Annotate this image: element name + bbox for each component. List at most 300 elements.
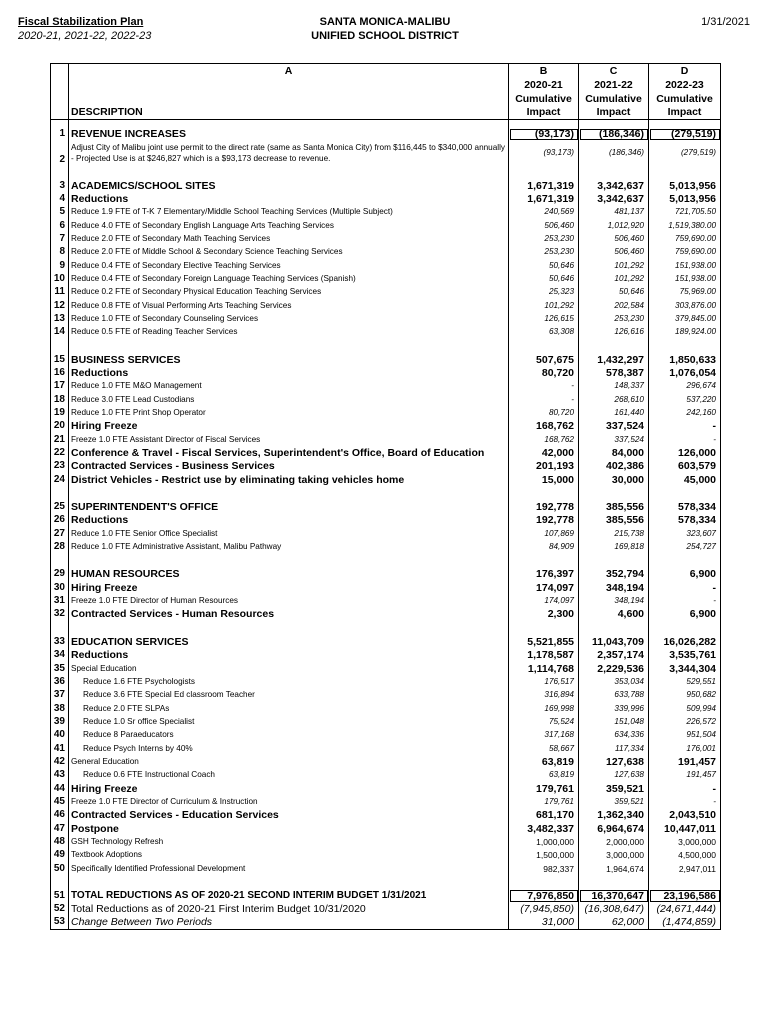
table-row — [51, 353, 721, 366]
row-description: Reduce 1.0 FTE Administrative Assistant, Malibu Pathway — [69, 540, 509, 553]
impact-2022-23: (24,671,444) — [649, 903, 721, 916]
row-description: Contracted Services - Human Resources — [69, 608, 509, 621]
impact-2020-21: 101,292 — [509, 299, 579, 312]
row-number: 45 — [51, 795, 69, 808]
page-header — [0, 0, 770, 60]
column-header-row — [51, 64, 721, 78]
impact-2022-23: (279,519) — [649, 141, 721, 165]
impact-2022-23: 151,938.00 — [649, 272, 721, 285]
impact-2022-23: 296,674 — [649, 380, 721, 393]
row-number: 30 — [51, 581, 69, 594]
row-description: HUMAN RESOURCES — [69, 568, 509, 581]
impact-2021-22: 506,460 — [579, 232, 649, 245]
row-number: 50 — [51, 862, 69, 875]
table-row — [51, 729, 721, 742]
impact-2022-23: 529,551 — [649, 675, 721, 688]
impact-2020-21: 1,000,000 — [509, 835, 579, 848]
row-number: 10 — [51, 272, 69, 285]
row-number: 53 — [51, 916, 69, 929]
row-description: General Education — [69, 755, 509, 768]
row-description: REVENUE INCREASES — [69, 128, 509, 141]
impact-2022-23: (1,474,859) — [649, 916, 721, 929]
table-row — [51, 473, 721, 486]
row-number: 32 — [51, 608, 69, 621]
row-description: Adjust City of Malibu joint use permit to the direct rate (same as Santa Monica City) from $116,445 to $340,000 annually - Projected Use is at $246,827 which is a $93,173 decrease to revenue. — [69, 141, 509, 165]
impact-2021-22: 127,638 — [579, 755, 649, 768]
row-description: Contracted Services - Business Services — [69, 460, 509, 473]
impact-2021-22: 1,012,920 — [579, 219, 649, 232]
impact-2021-22: (186,346) — [579, 128, 649, 141]
row-number: 16 — [51, 366, 69, 379]
row-number: 31 — [51, 594, 69, 607]
impact-2020-21: 506,460 — [509, 219, 579, 232]
row-description: Reduce 1.0 FTE of Secondary Counseling Services — [69, 312, 509, 325]
impact-2022-23: 226,572 — [649, 715, 721, 728]
row-description: Reduce 1.0 FTE Print Shop Operator — [69, 406, 509, 419]
row-number: 4 — [51, 192, 69, 205]
impact-2020-21: 176,517 — [509, 675, 579, 688]
row-description: Reduce 0.5 FTE of Reading Teacher Services — [69, 326, 509, 339]
row-number: 18 — [51, 393, 69, 406]
table-row — [51, 259, 721, 272]
row-number: 26 — [51, 514, 69, 527]
impact-2020-21: 84,909 — [509, 540, 579, 553]
row-description: Reductions — [69, 649, 509, 662]
row-description: Conference & Travel - Fiscal Services, Superintendent's Office, Board of Education — [69, 446, 509, 459]
impact-2022-23: 1,076,054 — [649, 366, 721, 379]
district-name-line2: UNIFIED SCHOOL DISTRICT — [311, 30, 459, 42]
table-row — [51, 568, 721, 581]
impact-2020-21: - — [509, 380, 579, 393]
row-number: 51 — [51, 889, 69, 902]
row-description: Reduce 0.6 FTE Instructional Coach — [69, 769, 509, 782]
table-row — [51, 128, 721, 141]
impact-2021-22: 101,292 — [579, 272, 649, 285]
row-number: 33 — [51, 635, 69, 648]
row-number: 46 — [51, 809, 69, 822]
impact-2022-23: 759,690.00 — [649, 232, 721, 245]
impact-2021-22: 506,460 — [579, 246, 649, 259]
row-number: 2 — [51, 141, 69, 165]
table-row — [51, 141, 721, 165]
impact-2020-21: 168,762 — [509, 433, 579, 446]
row-number: 48 — [51, 835, 69, 848]
impact-2022-23: 3,535,761 — [649, 649, 721, 662]
col-d-letter: D — [649, 64, 721, 78]
impact-2022-23: 10,447,011 — [649, 822, 721, 835]
row-description: Reductions — [69, 514, 509, 527]
row-description: Reduce 1.0 Sr office Specialist — [69, 715, 509, 728]
table-row — [51, 755, 721, 768]
impact-2021-22: 402,386 — [579, 460, 649, 473]
row-description: Textbook Adoptions — [69, 849, 509, 862]
impact-2021-22: 633,788 — [579, 689, 649, 702]
col-c-letter: C — [579, 64, 649, 78]
impact-2022-23: 254,727 — [649, 540, 721, 553]
row-description: Reduce 1.6 FTE Psychologists — [69, 675, 509, 688]
table-row — [51, 715, 721, 728]
impact-2021-22: 339,996 — [579, 702, 649, 715]
impact-2022-23: 242,160 — [649, 406, 721, 419]
row-description: Reduce 0.2 FTE of Secondary Physical Education Teaching Services — [69, 286, 509, 299]
impact-2022-23: 759,690.00 — [649, 246, 721, 259]
impact-2021-22: 359,521 — [579, 782, 649, 795]
col-b-cumulative: Cumulative — [509, 92, 579, 106]
impact-2020-21: - — [509, 393, 579, 406]
impact-2022-23: 16,026,282 — [649, 635, 721, 648]
impact-2020-21: 31,000 — [509, 916, 579, 929]
row-number: 22 — [51, 446, 69, 459]
impact-2020-21: (7,945,850) — [509, 903, 579, 916]
impact-2021-22: 3,000,000 — [579, 849, 649, 862]
impact-2020-21: 1,500,000 — [509, 849, 579, 862]
impact-2020-21: 63,819 — [509, 755, 579, 768]
impact-2022-23: 126,000 — [649, 446, 721, 459]
col-d-year: 2022-23 — [649, 78, 721, 92]
row-description: Reduce 1.0 FTE M&O Management — [69, 380, 509, 393]
row-description: Reduce 2.0 FTE of Middle School & Secondary Science Teaching Services — [69, 246, 509, 259]
row-description: Contracted Services - Education Services — [69, 809, 509, 822]
impact-2022-23: 537,220 — [649, 393, 721, 406]
impact-2022-23: 578,334 — [649, 514, 721, 527]
row-number: 34 — [51, 649, 69, 662]
impact-2020-21: 80,720 — [509, 406, 579, 419]
row-description: Special Education — [69, 662, 509, 675]
row-number: 7 — [51, 232, 69, 245]
col-c-cumulative: Cumulative — [579, 92, 649, 106]
row-description: Hiring Freeze — [69, 581, 509, 594]
table-row — [51, 420, 721, 433]
impact-2021-22: 84,000 — [579, 446, 649, 459]
col-b-letter: B — [509, 64, 579, 78]
impact-2022-23: 5,013,956 — [649, 192, 721, 205]
row-description: Reduce 8 Paraeducators — [69, 729, 509, 742]
table-row — [51, 849, 721, 862]
row-number: 24 — [51, 473, 69, 486]
impact-2021-22: 578,387 — [579, 366, 649, 379]
impact-2021-22: 148,337 — [579, 380, 649, 393]
impact-2022-23: - — [649, 581, 721, 594]
row-description: Reduce 0.4 FTE of Secondary Foreign Language Teaching Services (Spanish) — [69, 272, 509, 285]
row-number: 52 — [51, 903, 69, 916]
row-number: 49 — [51, 849, 69, 862]
impact-2022-23: 45,000 — [649, 473, 721, 486]
impact-2020-21: 63,819 — [509, 769, 579, 782]
row-description: Reduce 3.6 FTE Special Ed classroom Teacher — [69, 689, 509, 702]
table-row — [51, 179, 721, 192]
row-number: 5 — [51, 206, 69, 219]
row-description: Reduce 0.4 FTE of Secondary Elective Teaching Services — [69, 259, 509, 272]
impact-2020-21: 176,397 — [509, 568, 579, 581]
col-b-impact: Impact — [509, 106, 579, 120]
impact-2020-21: 80,720 — [509, 366, 579, 379]
impact-2020-21: (93,173) — [509, 141, 579, 165]
impact-2022-23: 176,001 — [649, 742, 721, 755]
row-number: 35 — [51, 662, 69, 675]
table-row — [51, 662, 721, 675]
impact-2021-22: 634,336 — [579, 729, 649, 742]
impact-2021-22: 6,964,674 — [579, 822, 649, 835]
impact-2022-23: 191,457 — [649, 755, 721, 768]
table-row — [51, 608, 721, 621]
impact-2020-21: 7,976,850 — [509, 889, 579, 902]
row-description: Reduce 2.0 FTE of Secondary Math Teaching Services — [69, 232, 509, 245]
impact-2022-23: 6,900 — [649, 608, 721, 621]
impact-2021-22: 348,194 — [579, 594, 649, 607]
impact-2022-23: 323,607 — [649, 527, 721, 540]
row-number: 39 — [51, 715, 69, 728]
impact-2022-23: 6,900 — [649, 568, 721, 581]
impact-2020-21: 15,000 — [509, 473, 579, 486]
impact-2020-21: 174,097 — [509, 581, 579, 594]
description-header: DESCRIPTION — [69, 106, 509, 120]
impact-2020-21: 1,671,319 — [509, 179, 579, 192]
table-row — [51, 635, 721, 648]
impact-2022-23: 603,579 — [649, 460, 721, 473]
col-c-impact: Impact — [579, 106, 649, 120]
impact-2021-22: 353,034 — [579, 675, 649, 688]
plan-title: Fiscal Stabilization Plan — [18, 16, 144, 28]
impact-2022-23: 379,845.00 — [649, 312, 721, 325]
table-row — [51, 594, 721, 607]
table-row — [51, 312, 721, 325]
impact-2022-23: 23,196,586 — [649, 889, 721, 902]
impact-2022-23: - — [649, 782, 721, 795]
impact-2020-21: 1,178,587 — [509, 649, 579, 662]
row-number: 25 — [51, 500, 69, 513]
impact-2020-21: 168,762 — [509, 420, 579, 433]
table-row — [51, 232, 721, 245]
impact-2022-23: 578,334 — [649, 500, 721, 513]
impact-2022-23: 1,519,380.00 — [649, 219, 721, 232]
row-number: 1 — [51, 128, 69, 141]
row-description: Reduce 0.8 FTE of Visual Performing Arts Teaching Services — [69, 299, 509, 312]
impact-2022-23: 4,500,000 — [649, 849, 721, 862]
table-row — [51, 889, 721, 902]
impact-2022-23: 3,344,304 — [649, 662, 721, 675]
impact-2021-22: 337,524 — [579, 433, 649, 446]
impact-2021-22: (16,308,647) — [579, 903, 649, 916]
row-number: 41 — [51, 742, 69, 755]
impact-2021-22: 2,000,000 — [579, 835, 649, 848]
impact-2022-23: 721,705.50 — [649, 206, 721, 219]
table-row — [51, 742, 721, 755]
row-number: 42 — [51, 755, 69, 768]
table-row — [51, 782, 721, 795]
district-name-line1: SANTA MONICA-MALIBU — [319, 16, 451, 28]
impact-2021-22: 151,048 — [579, 715, 649, 728]
impact-2021-22: 11,043,709 — [579, 635, 649, 648]
fiscal-plan-table — [50, 63, 721, 930]
impact-2020-21: 107,869 — [509, 527, 579, 540]
row-number: 38 — [51, 702, 69, 715]
row-number: 9 — [51, 259, 69, 272]
table-row — [51, 299, 721, 312]
row-description: Reduce 1.0 FTE Senior Office Specialist — [69, 527, 509, 540]
impact-2020-21: 174,097 — [509, 594, 579, 607]
col-a-label: A — [69, 64, 509, 78]
row-description: Reduce 3.0 FTE Lead Custodians — [69, 393, 509, 406]
impact-2022-23: 2,947,011 — [649, 862, 721, 875]
impact-2020-21: 1,671,319 — [509, 192, 579, 205]
table-row — [51, 380, 721, 393]
plan-years: 2020-21, 2021-22, 2022-23 — [18, 30, 152, 42]
table-row — [51, 916, 721, 929]
impact-2022-23: 75,969.00 — [649, 286, 721, 299]
impact-2020-21: 253,230 — [509, 232, 579, 245]
table-row — [51, 406, 721, 419]
row-number: 29 — [51, 568, 69, 581]
impact-2022-23: 2,043,510 — [649, 809, 721, 822]
table-row — [51, 192, 721, 205]
impact-2021-22: 3,342,637 — [579, 192, 649, 205]
impact-2022-23: - — [649, 433, 721, 446]
row-number: 11 — [51, 286, 69, 299]
impact-2021-22: 1,362,340 — [579, 809, 649, 822]
impact-2021-22: 348,194 — [579, 581, 649, 594]
table-row — [51, 500, 721, 513]
impact-2022-23: 151,938.00 — [649, 259, 721, 272]
impact-2022-23: 189,924.00 — [649, 326, 721, 339]
impact-2022-23: - — [649, 594, 721, 607]
row-number: 37 — [51, 689, 69, 702]
row-number: 21 — [51, 433, 69, 446]
impact-2021-22: 169,818 — [579, 540, 649, 553]
impact-2021-22: 352,794 — [579, 568, 649, 581]
table-row — [51, 649, 721, 662]
impact-2022-23: (279,519) — [649, 128, 721, 141]
table-row — [51, 206, 721, 219]
row-number: 20 — [51, 420, 69, 433]
row-description: Freeze 1.0 FTE Assistant Director of Fiscal Services — [69, 433, 509, 446]
row-number: 17 — [51, 380, 69, 393]
table-row — [51, 675, 721, 688]
impact-2020-21: 982,337 — [509, 862, 579, 875]
row-description: GSH Technology Refresh — [69, 835, 509, 848]
impact-2022-23: 509,994 — [649, 702, 721, 715]
impact-2020-21: 192,778 — [509, 514, 579, 527]
impact-2020-21: 2,300 — [509, 608, 579, 621]
impact-2021-22: 161,440 — [579, 406, 649, 419]
impact-2020-21: 50,646 — [509, 259, 579, 272]
impact-2021-22: 126,616 — [579, 326, 649, 339]
row-number: 12 — [51, 299, 69, 312]
table-row — [51, 795, 721, 808]
row-number: 47 — [51, 822, 69, 835]
impact-2022-23: 951,504 — [649, 729, 721, 742]
row-number: 28 — [51, 540, 69, 553]
row-description: District Vehicles - Restrict use by eliminating taking vehicles home — [69, 473, 509, 486]
row-description: Specifically Identified Professional Development — [69, 862, 509, 875]
impact-2021-22: (186,346) — [579, 141, 649, 165]
impact-2021-22: 337,524 — [579, 420, 649, 433]
impact-2020-21: 681,170 — [509, 809, 579, 822]
row-number: 27 — [51, 527, 69, 540]
row-number: 15 — [51, 353, 69, 366]
impact-2020-21: 50,646 — [509, 272, 579, 285]
impact-2021-22: 268,610 — [579, 393, 649, 406]
impact-2020-21: 169,998 — [509, 702, 579, 715]
impact-2021-22: 385,556 — [579, 514, 649, 527]
row-description: SUPERINTENDENT'S OFFICE — [69, 500, 509, 513]
impact-2021-22: 50,646 — [579, 286, 649, 299]
row-number: 40 — [51, 729, 69, 742]
impact-2021-22: 101,292 — [579, 259, 649, 272]
row-description: Reduce 1.9 FTE of T-K 7 Elementary/Middle School Teaching Services (Multiple Subject) — [69, 206, 509, 219]
impact-2020-21: 317,168 — [509, 729, 579, 742]
row-description: BUSINESS SERVICES — [69, 353, 509, 366]
table-row — [51, 460, 721, 473]
impact-2020-21: 58,667 — [509, 742, 579, 755]
report-date: 1/31/2021 — [701, 16, 750, 28]
impact-2020-21: 253,230 — [509, 246, 579, 259]
impact-2020-21: 240,569 — [509, 206, 579, 219]
table-row — [51, 393, 721, 406]
table-row — [51, 366, 721, 379]
impact-2020-21: 3,482,337 — [509, 822, 579, 835]
table-row — [51, 246, 721, 259]
impact-2021-22: 16,370,647 — [579, 889, 649, 902]
impact-2021-22: 385,556 — [579, 500, 649, 513]
row-description: Postpone — [69, 822, 509, 835]
impact-2020-21: 179,761 — [509, 795, 579, 808]
row-description: ACADEMICS/SCHOOL SITES — [69, 179, 509, 192]
impact-2021-22: 202,584 — [579, 299, 649, 312]
row-number: 44 — [51, 782, 69, 795]
table-row — [51, 835, 721, 848]
impact-2021-22: 30,000 — [579, 473, 649, 486]
impact-2022-23: 3,000,000 — [649, 835, 721, 848]
impact-2020-21: 25,323 — [509, 286, 579, 299]
impact-2021-22: 253,230 — [579, 312, 649, 325]
row-number: 6 — [51, 219, 69, 232]
impact-2021-22: 215,738 — [579, 527, 649, 540]
row-number: 23 — [51, 460, 69, 473]
row-description: Total Reductions as of 2020-21 First Interim Budget 10/31/2020 — [69, 903, 509, 916]
col-c-year: 2021-22 — [579, 78, 649, 92]
impact-2022-23: 950,682 — [649, 689, 721, 702]
table-row — [51, 326, 721, 339]
impact-2020-21: 179,761 — [509, 782, 579, 795]
row-number: 8 — [51, 246, 69, 259]
table-row — [51, 689, 721, 702]
impact-2021-22: 4,600 — [579, 608, 649, 621]
impact-2021-22: 117,334 — [579, 742, 649, 755]
table-row — [51, 272, 721, 285]
impact-2020-21: 1,114,768 — [509, 662, 579, 675]
impact-2021-22: 2,357,174 — [579, 649, 649, 662]
impact-2022-23: - — [649, 420, 721, 433]
impact-2021-22: 62,000 — [579, 916, 649, 929]
impact-2021-22: 481,137 — [579, 206, 649, 219]
col-d-impact: Impact — [649, 106, 721, 120]
impact-2020-21: 5,521,855 — [509, 635, 579, 648]
row-number: 3 — [51, 179, 69, 192]
row-description: Change Between Two Periods — [69, 916, 509, 929]
row-description: Reductions — [69, 192, 509, 205]
impact-2020-21: 42,000 — [509, 446, 579, 459]
table-row — [51, 527, 721, 540]
impact-2020-21: 63,308 — [509, 326, 579, 339]
row-description: EDUCATION SERVICES — [69, 635, 509, 648]
impact-2021-22: 359,521 — [579, 795, 649, 808]
table-row — [51, 822, 721, 835]
row-number: 13 — [51, 312, 69, 325]
col-b-year: 2020-21 — [509, 78, 579, 92]
table-row — [51, 219, 721, 232]
impact-2022-23: 1,850,633 — [649, 353, 721, 366]
row-number: 14 — [51, 326, 69, 339]
